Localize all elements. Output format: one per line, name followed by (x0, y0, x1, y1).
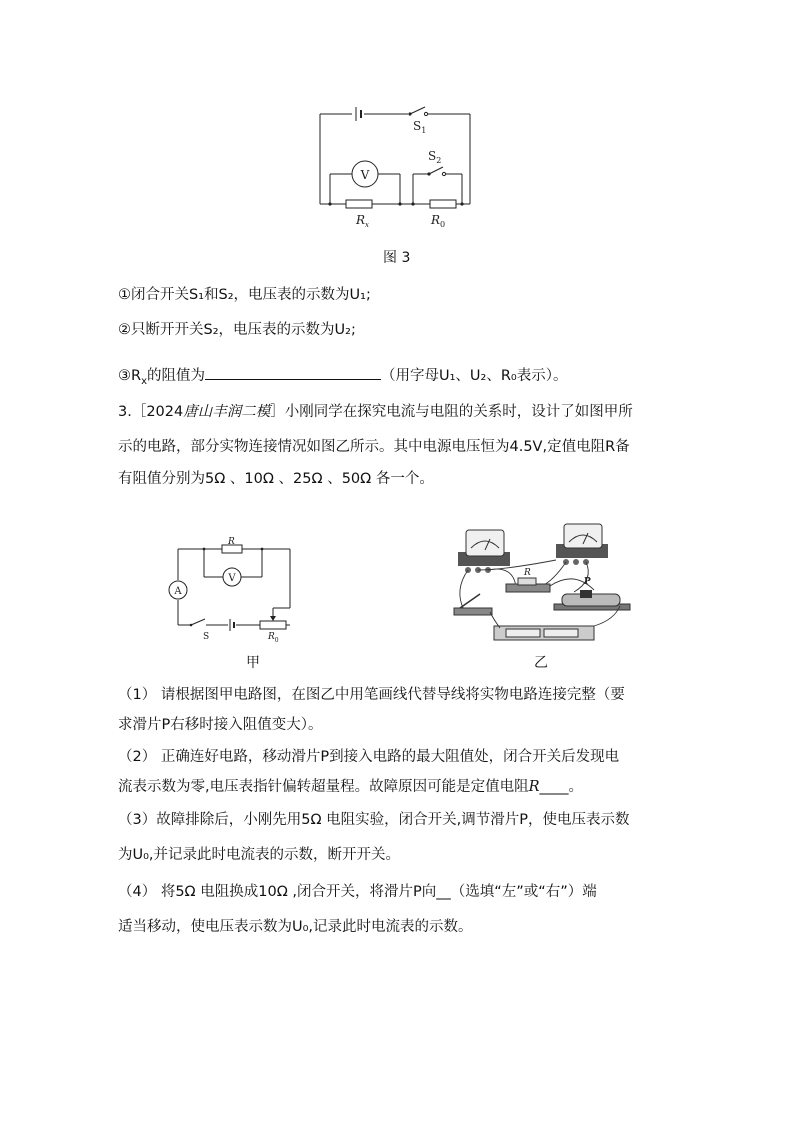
label-s-jia: S (203, 632, 210, 642)
label-s2: $S_2$ (428, 149, 442, 165)
voltmeter-label: V (360, 168, 370, 182)
label-rx: $R_x$ (356, 213, 369, 229)
q4-line-2: 适当移动，使电压表示数为U₀,记录此时电流表的示数。 (118, 919, 473, 935)
rheostat-slider (580, 590, 592, 598)
problem-3-line-3: 有阻值分别为5Ω 、10Ω 、25Ω 、50Ω 各一个。 (118, 471, 434, 487)
label-p-yi: P (584, 577, 591, 587)
figure-jia-circuit (160, 535, 300, 650)
q2-line-1: （2） 正确连好电路，移动滑片P到接入电路的最大阻值处，闭合开关后发现电 (118, 749, 620, 765)
step-3-suffix: （用字母U₁、U₂、R₀表示）。 (381, 368, 568, 384)
switch-board (454, 608, 492, 615)
figure-yi-apparatus (444, 520, 644, 650)
step-2: ②只断开开关S₂，电压表的示数为U₂; (118, 322, 356, 338)
figure-jia-caption: 甲 (246, 655, 260, 671)
resistor-rx (346, 200, 372, 208)
battery-cell-1 (506, 629, 540, 637)
figure-yi-caption: 乙 (534, 655, 548, 671)
voltmeter-device (556, 524, 608, 565)
ammeter-device (458, 530, 510, 573)
label-r-jia: R (228, 537, 235, 547)
q1-line-1: （1） 请根据图甲电路图，在图乙中用笔画线代替导线将实物电路连接完整（要 (118, 687, 625, 703)
switch-s2-blade (429, 167, 443, 174)
q1-line-2: 求滑片P右移时接入阻值变大）。 (118, 717, 323, 733)
rheostat-r0 (260, 621, 286, 629)
battery-cell-2 (544, 629, 578, 637)
switch-s1-blade (410, 107, 425, 114)
q3-line-1: （3）故障排除后，小刚先用5Ω 电阻实验，闭合开关,调节滑片P，使电压表示数 (118, 812, 630, 828)
switch-s1-contact (424, 112, 427, 115)
label-r0: $R_0$ (431, 213, 446, 229)
step-1: ①闭合开关S₁和S₂，电压表的示数为U₁; (118, 287, 371, 303)
problem-3-line-2: 示的电路，部分实物连接情况如图乙所示。其中电源电压恒为4.5V,定值电阻R备 (118, 439, 630, 455)
q3-line-2: 为U₀,并记录此时电流表的示数，断开开关。 (118, 847, 401, 863)
switch-s-blade (191, 619, 205, 625)
switch-s2-contact (442, 172, 445, 175)
resistor-r0 (430, 200, 456, 208)
label-r-yi: R (524, 568, 531, 578)
q2-answer-blank[interactable]: ____。 (539, 779, 584, 795)
answer-blank-rx[interactable] (205, 365, 381, 380)
step-3 (118, 365, 568, 392)
ammeter-label: A (174, 586, 182, 597)
resistor-r-device (518, 578, 536, 585)
problem-3-source: 唐山丰润二模 (183, 404, 271, 420)
switch-lever (460, 594, 480, 608)
voltmeter-label-jia: V (228, 573, 236, 584)
label-s1: $S_1$ (413, 119, 427, 135)
step-3-mid: 的阻值为 (147, 368, 205, 384)
q2-text: 流表示数为零,电压表指针偏转超量程。故障原因可能是定值电阻 (118, 779, 529, 795)
problem-3-text-1: ］小刚同学在探究电流与电阻的关系时，设计了如图甲所 (270, 404, 633, 420)
problem-3-number: 3.［2024 (118, 404, 184, 420)
q2-var-r: R (528, 779, 540, 795)
step-3-prefix: ③R (118, 368, 142, 384)
figure-3-caption: 图 3 (383, 250, 411, 266)
q2-line-2 (118, 777, 583, 797)
rheostat-slider-arrow (270, 616, 276, 621)
figure-3-circuit (310, 100, 480, 235)
problem-3-line-1 (118, 402, 633, 422)
label-r0-jia: $R_0$ (268, 632, 279, 644)
q4-line-1: （4） 将5Ω 电阻换成10Ω ,闭合开关，将滑片P向__（选填“左”或“右”）端 (118, 884, 597, 900)
step-3-sub: x (141, 375, 147, 387)
